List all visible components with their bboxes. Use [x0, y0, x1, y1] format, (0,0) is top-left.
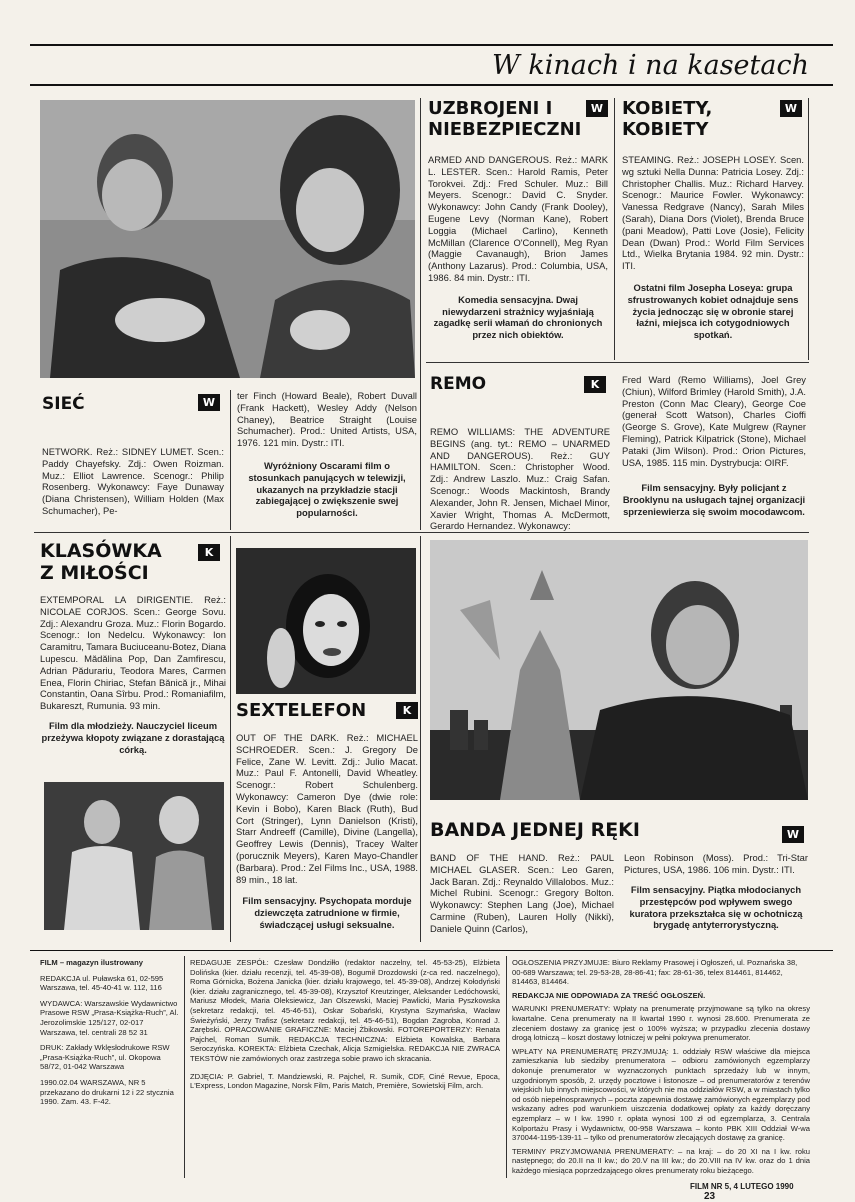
- footer-magazine: FILM – magazyn ilustrowany: [40, 958, 143, 967]
- footer-subscription: WARUNKI PRENUMERATY: Wpłaty na prenumeratę przyjmowane są tylko na okresy kwartalne. Cena prenumeraty na II kwartał 1990 r. wynosi 28.600. Prenumerata ze zleceniem dostawy za granicę jest o 100% wyższa; w przypadku zlecenia dostawy drogą lotniczą – koszt dostawy lotniczej w pełni pokrywa prenumerator.: [512, 1004, 810, 1043]
- row-divider: [426, 362, 809, 363]
- uzbrojeni-credits: ARMED AND DANGEROUS. Reż.: MARK L. LESTER. Scen.: Harold Ramis, Peter Torokvei. Zdj.: Fred Schuler. Muz.: Bill Meyers. Scenogr.: David C. Snyder. Wykonawcy: John Candy (Frank Dooley), Eugene Levy (Norman Kane), Robert Loggia (Michael Carlino), Kenneth McMillan (Clarence O'Connell), Meg Ryan (Maggie Cavanaugh), Brion James (Anthony Lazarus). Prod.: Columbia, USA, 1986. 84 min. Dystr.: ITI.: [428, 154, 608, 283]
- sextelefon-badge: K: [396, 702, 418, 719]
- footer-col-2: [190, 958, 500, 1178]
- uzbrojeni-summary: Komedia sensacyjna. Dwaj niewydarzeni strażnicy wyjaśniają zagadkę serii włamań do chronionych przez nich obiektów.: [433, 293, 603, 341]
- kobiety-badge: W: [780, 100, 802, 117]
- banda-summary: Film sensacyjny. Piątka młodocianych przestępców pod wpływem swego kuratora przekształca się w ochotniczą brygadę antyterrorystyczną.: [629, 884, 803, 931]
- sextelefon-section: [236, 698, 418, 942]
- siec-credits-2: ter Finch (Howard Beale), Robert Duvall (Frank Hackett), Wesley Addy (Nelson Chaney), Beatrice Straight (Louise Schumacher). Prod.: United Artists, USA, 1976. 121 min. Dystr.: ITI.: [237, 390, 417, 449]
- remo-summary: Film sensacyjny. Były policjant z Brooklynu na usługach tajnej organizacji sprzeniewierza się swoim mocodawcom.: [622, 482, 806, 517]
- siec-summary: Wyróżniony Oscarami film o stosunkach panujących w telewizji, ukazanych na przykładzie stacji zabiegającej o zwiększenie swej popularności.: [248, 460, 406, 519]
- footer-redakcja: REDAKCJA ul. Puławska 61, 02-595 Warszawa, tel. 45-40-41 w. 112, 116: [40, 973, 164, 993]
- footer-photos: ZDJĘCIA: P. Gabriel, T. Mandziewski, R. Pajchel, R. Sumik, CDF, Ciné Revue, Epoca, L'Express, London Magazine, Norsk Film, Paris Match, Première, Sowietskij Film, arch.: [190, 1071, 500, 1091]
- banda-photo-illustration: [430, 540, 808, 800]
- klasowka-badge: K: [198, 544, 220, 561]
- remo-badge: K: [584, 376, 606, 393]
- kobiety-section: [622, 98, 804, 360]
- siec-title: SIEĆ: [42, 394, 85, 414]
- sextelefon-credits: OUT OF THE DARK. Reż.: MICHAEL SCHROEDER. Scen.: J. Gregory De Felice, Zane W. Levitt. Zdj.: Julio Macat. Muz.: Paul F. Antonelli, David Wheatley. Scenogr.: Robert Schulenberg. Wykonawcy: Cameron Dye (dwie role: Kevin i Bobo), Karen Black (Ruth), Bud Cort (Stringer), Lynn Danielson (Kristi), Starr Andreeff (Camille), Divine (Langella), Geoffrey Lewis (Dennis), Tracey Walter (porucznik Meyers), Karen Mayo-Chandler (Barbara). Prod.: Zel Films Inc., USA, 1988. 89 min., 18 lat.: [236, 732, 418, 885]
- column-divider: [230, 536, 231, 942]
- footer-col-3: [512, 958, 810, 1178]
- uzbrojeni-section: [428, 98, 608, 360]
- siec-section: [40, 388, 422, 528]
- column-divider: [808, 98, 809, 360]
- header-rule: [30, 84, 833, 86]
- footer-rule: [30, 950, 833, 951]
- section-title: W kinach i na kasetach: [492, 50, 809, 81]
- klasowka-photo: [44, 782, 224, 930]
- footer-staff: REDAGUJE ZESPÓŁ: Czesław Dondziłło (redaktor naczelny, tel. 45-53-25), Elżbieta Dolińska (kier. działu recenzji, tel. 45-39-08), Bogumił Drozdowski (z-ca red. naczelnego), Roma Górnicka, Bożena Janicka (kier. działu krajowego, tel. 45-39-08), Andrzej Kołodyński (kier. działu zagranicznego, tel. 45-39-08), Krzysztof Kreutzinger, Aleksander Ledóchowski, Mariusz Młodek, Maria Oleksiewicz, Jan Olszewski, Maciej Pawlicki, Maria Pyszkowska (sekretarz redakcji, tel. 45-46-51), Oskar Sobański, Krystyna Szymańska, Wacław Świeżyński, Jerzy Trafisz (sekretarz redakcji, tel. 45-46-51), Bogdan Zagroba, Konrad J. Zarębski. OPRACOWANIE GRAFICZNE: Maciej Żbikowski. FOTOREPORTERZY: Renata Pajchel, Roman Sumik. REDAKCJA TECHNICZNA: Elżbieta Kowalska, Barbara Seroczyńska. KOREKTA: Elżbieta Czechak, Alicja Szmigielska. REDAKCJA NIE ZWRACA TEKSTÓW nie zamówionych oraz zastrzega sobie prawo ich skracania.: [190, 958, 500, 1063]
- banda-title: BANDA JEDNEJ RĘKI: [430, 819, 640, 841]
- banda-credits-1: BAND OF THE HAND. Reż.: PAUL MICHAEL GLASER. Scen.: Leo Garen, Jack Baran. Zdj.: Reynaldo Villalobos. Muz.: Michel Rubini. Scenogr.: Gregory Bolton. Wykonawcy: Stephen Lang (Joe), Michael Carmine (Ruben), Lauren Holly (Nikki), Daniele Quinn (Carlos),: [430, 852, 614, 934]
- footer-date: 1990.02.04 WARSZAWA, NR 5 przekazano do drukarni 12 i 22 stycznia 1990. Zam. 43. F-42.: [40, 1077, 174, 1107]
- banda-badge: W: [782, 826, 804, 843]
- sextelefon-photo: [236, 548, 416, 694]
- top-rule: [30, 44, 833, 46]
- banda-section: [428, 818, 810, 942]
- remo-section: [428, 368, 808, 530]
- footer-divider: [184, 956, 185, 1178]
- klasowka-title-2: Z MIŁOŚCI: [40, 562, 149, 584]
- page-footer: [690, 1182, 820, 1202]
- footer-wydawca: WYDAWCA: Warszawskie Wydawnictwo Prasowe RSW „Prasa-Książka-Ruch”, Al. Jerozolimskie 125/127, 02-017 Warszawa, tel. centrali 28 52 31: [40, 998, 179, 1037]
- siec-credits-1: NETWORK. Reż.: SIDNEY LUMET. Scen.: Paddy Chayefsky. Zdj.: Owen Roizman. Muz.: Elliot Lawrence. Scenogr.: Philip Rosenberg. Wykonawcy: Faye Dunaway (Diana Christensen), William Holden (Max Schumacher), Pe-: [42, 446, 224, 516]
- sextelefon-photo-illustration: [236, 548, 416, 694]
- footer-divider: [506, 956, 507, 1178]
- footer-terms: TERMINY PRZYJMOWANIA PRENUMERATY: – na kraj: – do 20 XI na I kw. roku następnego; do 20.II na II kw.; do 20.V na III kw.; do 20.VIII na IV kw. oraz do 1 dnia każdego miesiąca poprzedzającego okres prenumeraty roku bieżącego.: [512, 1146, 810, 1175]
- siec-photo: [40, 100, 415, 378]
- siec-photo-illustration: [40, 100, 415, 378]
- klasowka-section: [40, 540, 226, 780]
- remo-credits-2: Fred Ward (Remo Williams), Joel Grey (Chiun), Wilford Brimley (Harold Smith), J.A. Preston (Conn Mac Cleary), George Coe (generał Scott Watson), Charles Cioffi (George S. Grove), Kate Mulgrew (Rayner Fleming), Patrick Kilpatrick (Stone), Michael Pataki (Jim Wilson). Prod.: Orion Pictures, USA, 1985. 115 min. Dystrybucja: OIRF.: [622, 374, 806, 468]
- klasowka-title-1: KLASÓWKA: [40, 540, 162, 562]
- klasowka-photo-illustration: [44, 782, 224, 930]
- sextelefon-title: SEXTELEFON: [236, 700, 367, 721]
- kobiety-summary: Ostatni film Josepha Loseya: grupa sfrustrowanych kobiet odnajduje sens życia jednocząc się w obronie starej łaźni, miejsca ich cotygodniowych spotkań.: [627, 281, 799, 341]
- kobiety-title: KOBIETY, KOBIETY: [622, 98, 713, 140]
- row-divider: [34, 532, 809, 533]
- remo-title: REMO: [430, 374, 487, 394]
- column-divider: [420, 536, 421, 942]
- uzbrojeni-title: UZBROJENI I NIEBEZPIECZNI: [428, 98, 582, 140]
- footer-payments: WPŁATY NA PRENUMERATĘ PRZYJMUJĄ: 1. oddziały RSW właściwe dla miejsca zamieszkania lub siedziby prenumeratora – odbioru zamówionych egzemplarzy dokonuje prenumerator w wyznaczonych punktach sprzedaży lub w innym, uzgodnionym sposób, 2. urzędy pocztowe i listonosze – od prenumeratorów z terenów wiejskich lub innych miejscowości, w których nie ma oddziałów RSW, a w miastach tylko od osób niepełnosprawnych – poczta zapewnia dostawę zamówionych egzemplarzy pod wskazany adres pod warunkiem uiszczenia dodatkowej opłaty za każdy doręczany egzemplarz – w I kw. 1990 r. opłata wynosi 100 zł od egzemplarza, 3. Centrala Kolportażu Prasy i Wydawnictw, 00-958 Warszawa – konto PBK XIII Oddział W-wa 370044-1195-139-11 – tylko od prenumeratorów zlecających dostawę za granicę.: [512, 1046, 810, 1143]
- kobiety-credits: STEAMING. Reż.: JOSEPH LOSEY. Scen. wg sztuki Nella Dunna: Patricia Losey. Zdj.: Christopher Challis. Muz.: Richard Harvey. Scenogr.: Maurice Fowler. Wykonawcy: Vanessa Redgrave (Nancy), Sarah Miles (Sarah), Diana Dors (Violet), Brenda Bruce (pani Meadow), Patti Love (Josie), Felicity Dean (Dwan) Prod.: World Film Services Ltd., Wielka Brytania 1984. 92 min. Dystr.: ITI.: [622, 154, 804, 272]
- sextelefon-summary: Film sensacyjny. Psychopata morduje dziewczęta zatrudnione w firmie, świadczącej usługi seksualne.: [242, 895, 412, 930]
- klasowka-summary: Film dla młodzieży. Nauczyciel liceum przeżywa kłopoty związane z dorastającą córką.: [41, 719, 225, 755]
- remo-credits-1: REMO WILLIAMS: THE ADVENTURE BEGINS (ang. tyt.: REMO – UNARMED AND DANGEROUS). Reż.: GUY HAMILTON. Scen.: Christopher Wood. Zdj.: Andrew Laszlo. Muz.: Craig Safan. Scenogr.: Woods Mackintosh, Brandy Alexander, John R. Jensen, Michael Minor, Xavier Wright, Thomas A. McDermott, Gerardo Hernandez. Wykonawcy:: [430, 426, 610, 532]
- klasowka-credits: EXTEMPORAL LA DIRIGENTIE. Reż.: NICOLAE CORJOS. Scen.: George Sovu. Zdj.: Alexandru Groza. Muz.: Florin Bogardo. Scenogr.: Ion Nedelcu. Wykonawcy: Ion Caramitru, Tamara Buciuceanu-Botez, Diana Lupescu. Mădălina Pop, Dan Zamfirescu, Adrian Pădurariu, Teodora Mares, Carmen Enea, Florin Chiriac, Stefan Bănică jr., Mihai Constantin, Oana Sîrbu. Prod.: Romaniafilm, Bukareszt, Rumunia. 93 min.: [40, 594, 226, 712]
- footer-disclaimer: REDAKCJA NIE ODPOWIADA ZA TREŚĆ OGŁOSZEŃ.: [512, 990, 706, 1000]
- page-ref: FILM NR 5, 4 LUTEGO 1990: [690, 1182, 794, 1191]
- footer-col-1: [40, 958, 180, 1178]
- footer-ads: OGŁOSZENIA PRZYJMUJE: Biuro Reklamy Prasowej i Ogłoszeń, ul. Poznańska 38, 00-689 Warszawa; tel. 29-53-28, 28-86-41; fax: 28-61-36, telex 814461, 814462, 814463, 814464.: [512, 958, 798, 987]
- uzbrojeni-badge: W: [586, 100, 608, 117]
- siec-badge: W: [198, 394, 220, 411]
- banda-photo: [430, 540, 808, 800]
- page-number: 23: [704, 1191, 716, 1202]
- column-divider: [614, 98, 615, 360]
- footer-druk: DRUK: Zakłady Wklęsłodrukowe RSW „Prasa-Książka-Ruch”, ul. Okopowa 58/72, 01-042 Warszawa: [40, 1043, 170, 1072]
- banda-credits-2: Leon Robinson (Moss). Prod.: Tri-Star Pictures, USA, 1986. 106 min. Dystr.: ITI.: [624, 852, 808, 875]
